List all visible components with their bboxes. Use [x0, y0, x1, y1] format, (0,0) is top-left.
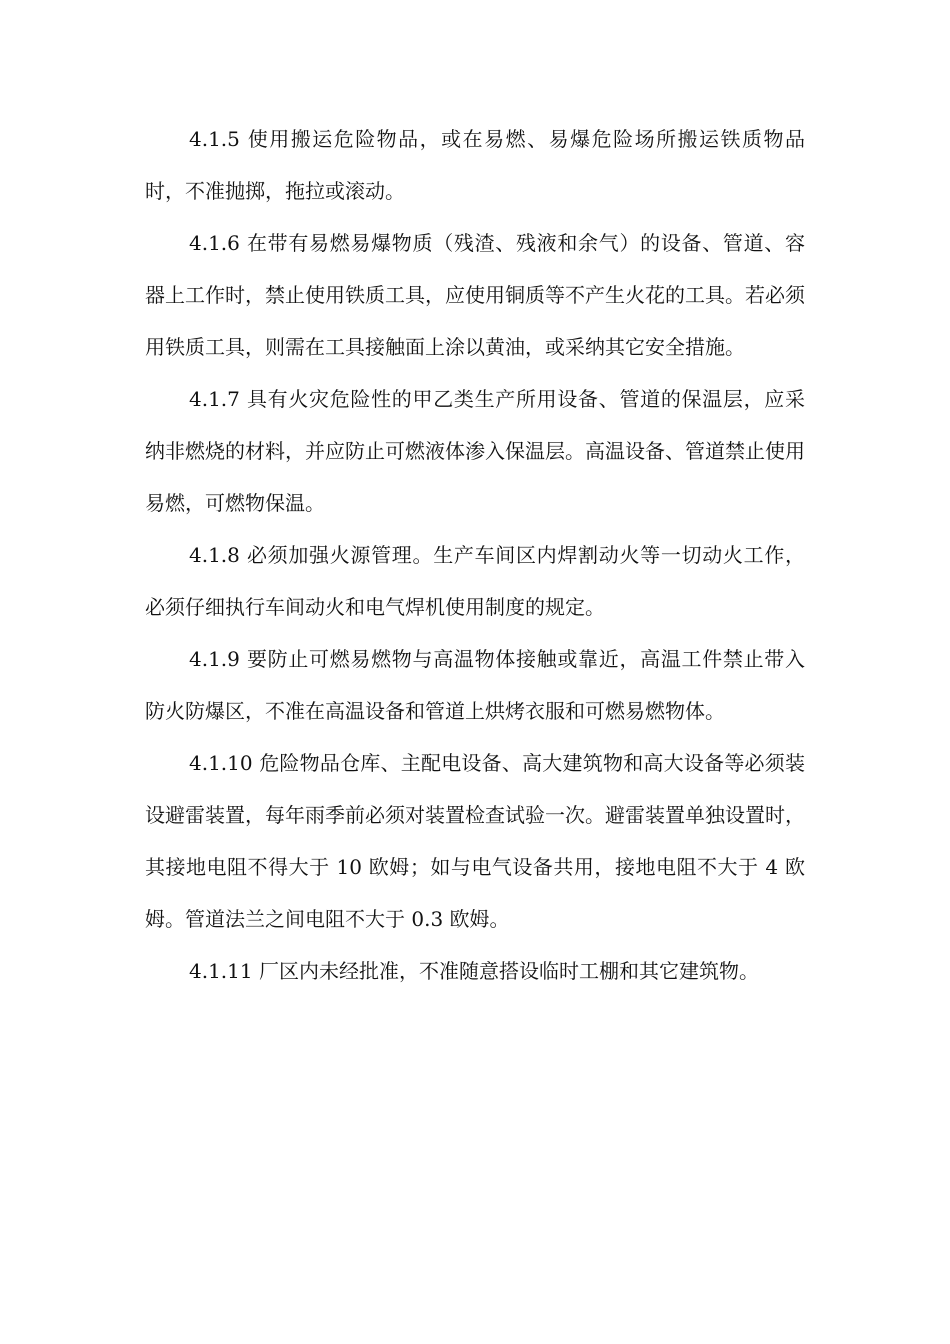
paragraph-4-1-7: 4.1.7 具有火灾危险性的甲乙类生产所用设备、管道的保温层，应采纳非燃烧的材料，并应防止可燃液体渗入保温层。高温设备、管道禁止使用易燃，可燃物保温。	[145, 387, 805, 515]
paragraph-4-1-11: 4.1.11 厂区内未经批准，不准随意搭设临时工棚和其它建筑物。	[189, 959, 759, 983]
paragraph-4-1-8: 4.1.8 必须加强火源管理。生产车间区内焊割动火等一切动火工作，必须仔细执行车间动火和电气焊机使用制度的规定。	[145, 543, 805, 619]
paragraph-4-1-6: 4.1.6 在带有易燃易爆物质（残渣、残液和余气）的设备、管道、容器上工作时，禁止使用铁质工具，应使用铜质等不产生火花的工具。若必须用铁质工具，则需在工具接触面上涂以黄油，或采纳其它安全措施。	[145, 231, 805, 359]
paragraph-4-1-10: 4.1.10 危险物品仓库、主配电设备、高大建筑物和高大设备等必须装设避雷装置，每年雨季前必须对装置检查试验一次。避雷装置单独设置时，其接地电阻不得大于 10 欧姆；如与电气设备共用，接地电阻不大于 4 欧姆。管道法兰之间电阻不大于 0.3 欧姆。	[145, 751, 805, 931]
paragraph-4-1-5: 4.1.5 使用搬运危险物品，或在易燃、易爆危险场所搬运铁质物品时，不准抛掷，拖拉或滚动。	[145, 127, 805, 203]
document-body	[145, 113, 805, 997]
paragraph-4-1-9: 4.1.9 要防止可燃易燃物与高温物体接触或靠近，高温工件禁止带入防火防爆区，不准在高温设备和管道上烘烤衣服和可燃易燃物体。	[145, 647, 805, 723]
